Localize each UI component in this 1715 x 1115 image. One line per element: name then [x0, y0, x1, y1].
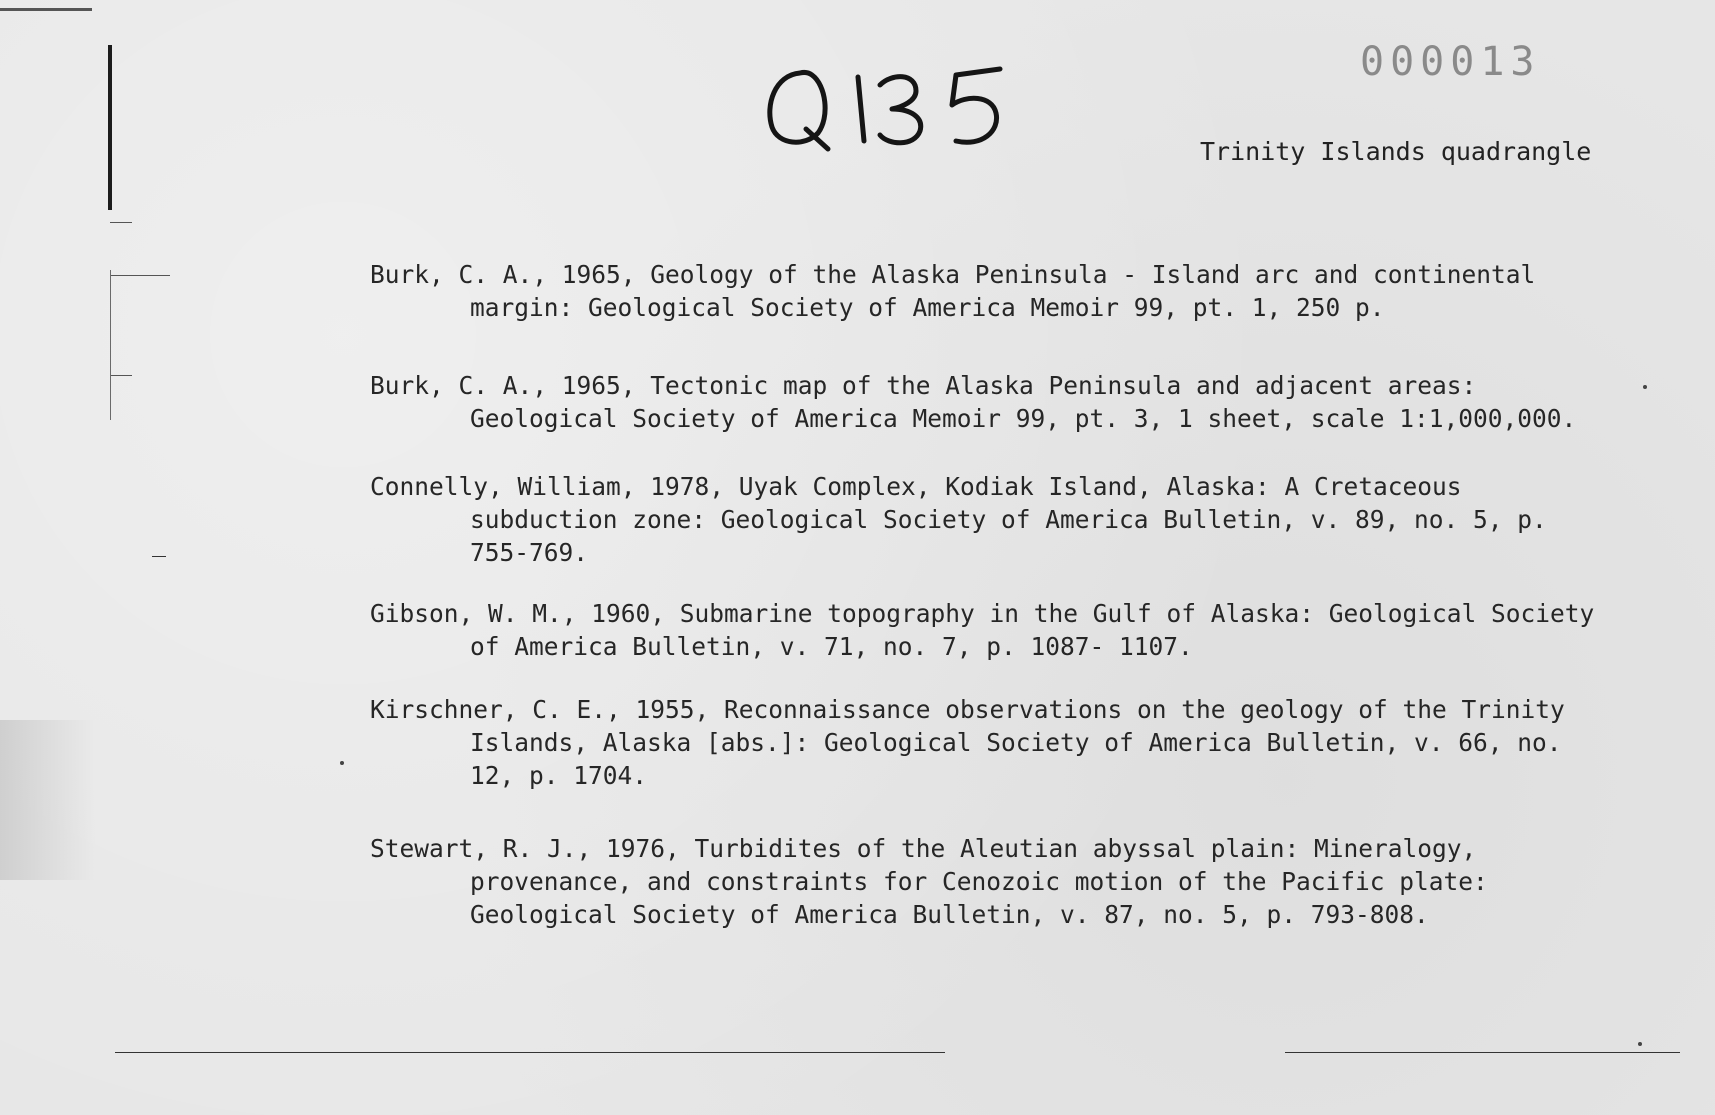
scan-speck	[1638, 1042, 1642, 1046]
scan-shadow	[0, 720, 95, 880]
scan-speck	[1643, 385, 1647, 389]
scan-edge-line	[0, 8, 92, 11]
bottom-rule-line	[115, 1052, 945, 1053]
margin-line	[110, 270, 111, 420]
stamp-number: 000013	[1360, 39, 1541, 85]
reference-entry: Gibson, W. M., 1960, Submarine topography in the Gulf of Alaska: Geological Society of America Bulletin, v. 71, no. 7, p. 1087- 1107.	[370, 599, 1595, 661]
reference-entry: Burk, C. A., 1965, Geology of the Alaska Peninsula - Island arc and continental margin: Geological Society of America Memoir 99, pt. 1, 250 p.	[370, 260, 1536, 322]
reference-list	[370, 258, 1600, 931]
scan-speck	[340, 761, 344, 765]
margin-tick	[110, 375, 132, 376]
margin-tick	[110, 222, 132, 223]
quadrangle-title: Trinity Islands quadrangle	[1200, 137, 1592, 166]
handwritten-code	[760, 55, 1020, 155]
margin-tick	[110, 275, 170, 276]
reference-entry: Kirschner, C. E., 1955, Reconnaissance observations on the geology of the Trinity Islands, Alaska [abs.]: Geological Society of America Bulletin, v. 66, no. 12, p. 1704.	[370, 695, 1565, 790]
reference-entry: Connelly, William, 1978, Uyak Complex, Kodiak Island, Alaska: A Cretaceous subduction zone: Geological Society of America Bulletin, v. 89, no. 5, p. 755-769.	[370, 472, 1547, 567]
margin-bar	[108, 45, 112, 210]
margin-dash	[152, 556, 166, 557]
reference-entry: Burk, C. A., 1965, Tectonic map of the Alaska Peninsula and adjacent areas: Geological Society of America Memoir 99, pt. 3, 1 sheet, scale 1:1,000,000.	[370, 371, 1577, 433]
reference-entry: Stewart, R. J., 1976, Turbidites of the Aleutian abyssal plain: Mineralogy, provenance, and constraints for Cenozoic motion of the Pacific plate: Geological Society of America Bulletin, v. 87, no. 5, p. 793-808.	[370, 834, 1488, 929]
bottom-rule-line	[1285, 1052, 1680, 1053]
